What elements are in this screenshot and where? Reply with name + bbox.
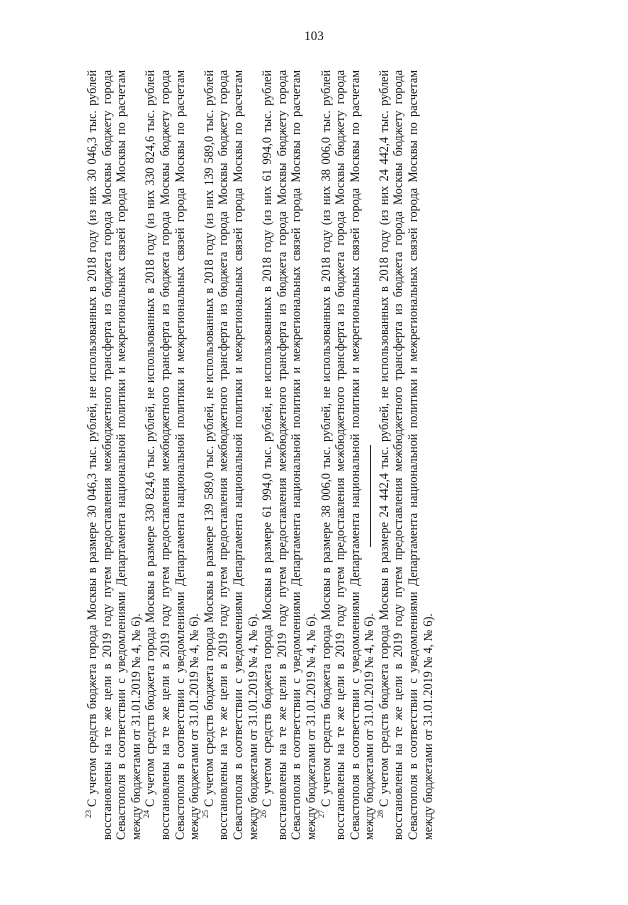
footnote-text: С учетом средств бюджета города Москвы в размере 24 442,4 тыс. рублей, не использованных в 2018 году (из них 24 442,4 тыс. рублей восстановлены на те же цели в 2019 году путем предоставления межбюджетного трансферта из бюджета города Москвы бюджету города Севастополя в соответствии с уведомлениями Департамента национальной политики и межрегиональных связей города Москвы по расчетам между бюджетами от 31.01.2019 № 4, № 6). bbox=[376, 70, 435, 840]
footnote-marker: 28 bbox=[375, 810, 385, 818]
footnote-marker: 26 bbox=[259, 810, 269, 818]
footnote-text: С учетом средств бюджета города Москвы в размере 38 006,0 тыс. рублей, не использованных в 2018 году (из них 38 006,0 тыс. рублей восстановлены на те же цели в 2019 году путем предоставления межбюджетного трансферта из бюджета города Москвы бюджету города Севастополя в соответствии с уведомлениями Департамента национальной политики и межрегиональных связей города Москвы по расчетам между бюджетами от 31.01.2019 № 4, № 6). bbox=[318, 70, 377, 840]
footnotes-block bbox=[85, 70, 515, 840]
footnote-28 bbox=[377, 70, 435, 840]
footnote-text: С учетом средств бюджета города Москвы в размере 139 589,0 тыс. рублей, не использованных в 2018 году (из них 139 589,0 тыс. рублей восстановлены на те же цели в 2019 году путем предоставления межбюджетного трансферта из бюджета города Москвы бюджету города Севастополя в соответствии с уведомлениями Департамента национальной политики и межрегиональных связей города Москвы по расчетам между бюджетами от 31.01.2019 № 4, № 6). bbox=[201, 70, 260, 840]
footnote-text: С учетом средств бюджета города Москвы в размере 30 046,3 тыс. рублей, не использованных в 2018 году (из них 30 046,3 тыс. рублей восстановлены на те же цели в 2019 году путем предоставления межбюджетного трансферта из бюджета города Москвы бюджету города Севастополя в соответствии с уведомлениями Департамента национальной политики и межрегиональных связей города Москвы по расчетам между бюджетами от 31.01.2019 № 4, № 6). bbox=[85, 70, 143, 840]
footnote-27 bbox=[319, 70, 377, 840]
footnote-24 bbox=[143, 70, 201, 840]
footnote-marker: 25 bbox=[200, 810, 210, 818]
footnote-text: С учетом средств бюджета города Москвы в размере 330 824,6 тыс. рублей, не использованных в 2018 году (из них 330 824,6 тыс. рублей восстановлены на те же цели в 2019 году путем предоставления межбюджетного трансферта из бюджета города Москвы бюджету города Севастополя в соответствии с уведомлениями Департамента национальной политики и межрегиональных связей города Москвы по расчетам между бюджетами от 31.01.2019 № 4, № 6). bbox=[143, 70, 202, 840]
footnote-25 bbox=[202, 70, 260, 840]
footnote-marker: 27 bbox=[317, 810, 327, 818]
footnote-marker: 24 bbox=[142, 810, 152, 818]
footnote-23 bbox=[85, 70, 143, 840]
rotated-footnotes-area bbox=[85, 70, 515, 840]
footnote-marker: 23 bbox=[83, 810, 93, 818]
footnote-26 bbox=[260, 70, 318, 840]
page-number: 103 bbox=[304, 28, 324, 43]
footnote-text: С учетом средств бюджета города Москвы в размере 61 994,0 тыс. рублей, не использованных в 2018 году (из них 61 994,0 тыс. рублей восстановлены на те же цели в 2019 году путем предоставления межбюджетного трансферта из бюджета города Москвы бюджету города Севастополя в соответствии с уведомлениями Департамента национальной политики и межрегиональных связей города Москвы по расчетам между бюджетами от 31.01.2019 № 4, № 6). bbox=[260, 70, 318, 840]
